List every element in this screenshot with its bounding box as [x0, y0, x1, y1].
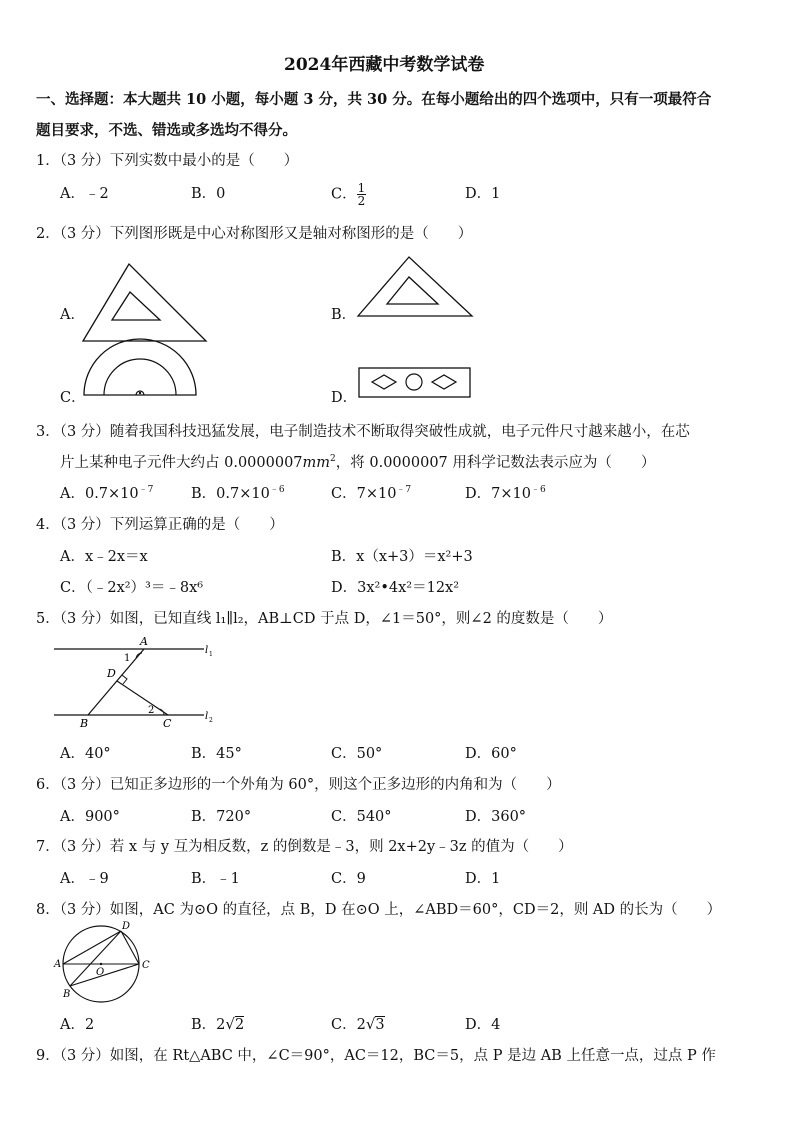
q5-option-b: B．45° — [191, 746, 242, 762]
q1-option-c-label: C． — [331, 186, 357, 203]
q4-option-b: B．x（x+3）＝x²+3 — [331, 549, 473, 565]
q3-c-exp: ﹣7 — [396, 485, 412, 496]
q3-c-base: C．7×10 — [331, 486, 397, 502]
q4-option-a: A．x﹣2x＝x — [60, 549, 148, 565]
q4-stem: 4．（3 分）下列运算正确的是（ ） — [36, 517, 284, 533]
q1-stem: 1．（3 分）下列实数中最小的是（ ） — [36, 153, 299, 169]
q7-option-c: C．9 — [331, 871, 366, 887]
q6-option-c: C．540° — [331, 809, 392, 825]
q3-line2-pre: 片上某种电子元件大约占 0.0000007 — [60, 455, 303, 471]
q8-label-b: B — [63, 989, 71, 1000]
q3-d-base: D．7×10 — [465, 486, 531, 502]
q1-option-c — [331, 182, 366, 207]
q3-d-exp: ﹣6 — [530, 485, 546, 496]
q2-option-a: A． — [60, 307, 85, 323]
q6-stem: 6．（3 分）已知正多边形的一个外角为 60°，则这个正多边形的内角和为（ ） — [36, 777, 561, 793]
q2-option-c: C． — [60, 390, 86, 406]
q3-a-exp: ﹣7 — [138, 485, 154, 496]
ruler-figure-d — [358, 367, 472, 399]
q8-option-c — [331, 1013, 385, 1034]
q8-b-radicand: 2 — [234, 1017, 245, 1033]
q8-label-d: D — [122, 921, 131, 932]
q5-option-c: C．50° — [331, 746, 383, 762]
q5-label-c: C — [163, 717, 172, 730]
q8-option-a: A．2 — [60, 1017, 95, 1033]
q5-label-angle2: 2 — [148, 705, 155, 716]
q1-option-d: D．1 — [465, 186, 501, 202]
q9-stem: 9．（3 分）如图，在 Rt△ABC 中，∠C＝90°，AC＝12，BC＝5，点 P 是边 AB 上任意一点，过点 P 作 — [36, 1048, 716, 1064]
q3-b-base: B．0.7×10 — [191, 486, 270, 502]
q6-option-d: D．360° — [465, 809, 527, 825]
q5-label-a: A — [140, 635, 148, 648]
circle-diameter-figure — [52, 920, 162, 1004]
q3-unit: mm — [302, 455, 331, 471]
section-heading-line1: 一、选择题：本大题共 10 小题，每小题 3 分，共 30 分。在每小题给出的四个选项中，只有一项最符合 — [36, 91, 712, 108]
q4-option-d: D．3x²•4x²＝12x² — [331, 580, 460, 596]
q8-b-coef: B．2 — [191, 1017, 226, 1033]
q5-label-b: B — [80, 717, 89, 730]
radical-sign-icon: √ — [365, 1015, 376, 1033]
q3-line2-post: ，将 0.0000007 用科学记数法表示应为（ ） — [335, 455, 656, 471]
q5-stem: 5．（3 分）如图，已知直线 l₁∥l₂，AB⊥CD 于点 D，∠1＝50°，则∠2 的度数是（ ） — [36, 611, 613, 627]
q1-option-c-fraction — [357, 182, 367, 207]
q2-option-b: B． — [331, 307, 357, 323]
q6-option-b: B．720° — [191, 809, 252, 825]
q8-stem: 8．（3 分）如图，AC 为⊙O 的直径，点 B，D 在⊙O 上，∠ABD＝60°，CD＝2，则 AD 的长为（ ） — [36, 902, 722, 918]
radical-sign-icon: √ — [225, 1015, 235, 1033]
q3-option-a — [60, 482, 153, 503]
q8-label-a: A — [54, 959, 62, 970]
q1-c-numerator: 1 — [357, 181, 366, 195]
q6-option-a: A．900° — [60, 809, 120, 825]
q5-label-l2-sub: 2 — [209, 717, 213, 724]
q5-option-d: D．60° — [465, 746, 517, 762]
q7-option-a: A．﹣9 — [60, 871, 109, 887]
q3-option-b — [191, 482, 285, 503]
q8-option-b — [191, 1013, 244, 1034]
q8-c-coef: C．2 — [331, 1017, 366, 1033]
q3-b-exp: ﹣6 — [269, 485, 285, 496]
q1-option-a: A．﹣2 — [60, 186, 109, 202]
q7-stem: 7．（3 分）若 x 与 y 互为相反数，z 的倒数是﹣3，则 2x+2y﹣3z 的值为（ ） — [36, 839, 573, 855]
section-heading-line2: 题目要求，不选、错选或多选均不得分。 — [36, 122, 297, 139]
q8-label-o: O — [96, 967, 105, 978]
q2-option-d: D． — [331, 390, 358, 406]
q3-option-c — [331, 482, 411, 503]
q8-c-radicand: 3 — [375, 1017, 385, 1033]
protractor-figure-c — [82, 336, 198, 398]
q7-option-d: D．1 — [465, 871, 501, 887]
page-title: 2024年西藏中考数学试卷 — [284, 55, 485, 75]
q5-label-l1-sub: 1 — [209, 651, 213, 658]
parallel-lines-figure — [52, 635, 222, 730]
q8-label-c: C — [142, 960, 150, 971]
q8-option-d: D．4 — [465, 1017, 501, 1033]
q5-label-d: D — [107, 667, 116, 680]
q3-stem-line1: 3．（3 分）随着我国科技迅猛发展，电子制造技术不断取得突破性成就，电子元件尺寸越来越小，在芯 — [36, 424, 690, 440]
q5-option-a: A．40° — [60, 746, 111, 762]
q3-option-d — [465, 482, 546, 503]
q3-a-base: A．0.7×10 — [60, 486, 139, 502]
q3-stem-line2 — [60, 451, 655, 472]
q5-label-l1: l — [205, 645, 209, 656]
set-square-figure-b — [355, 254, 475, 338]
q5-label-l2: l — [205, 711, 209, 722]
q1-option-b: B．0 — [191, 186, 226, 202]
q7-option-b: B．﹣1 — [191, 871, 240, 887]
q2-stem: 2．（3 分）下列图形既是中心对称图形又是轴对称图形的是（ ） — [36, 226, 473, 242]
set-square-figure-a — [80, 258, 210, 342]
q4-option-c: C．（﹣2x²）³＝﹣8x⁶ — [60, 580, 204, 596]
q3-unit-exp: 2 — [330, 454, 336, 465]
q5-label-angle1: 1 — [124, 653, 131, 664]
q1-c-denominator: 2 — [357, 194, 366, 208]
